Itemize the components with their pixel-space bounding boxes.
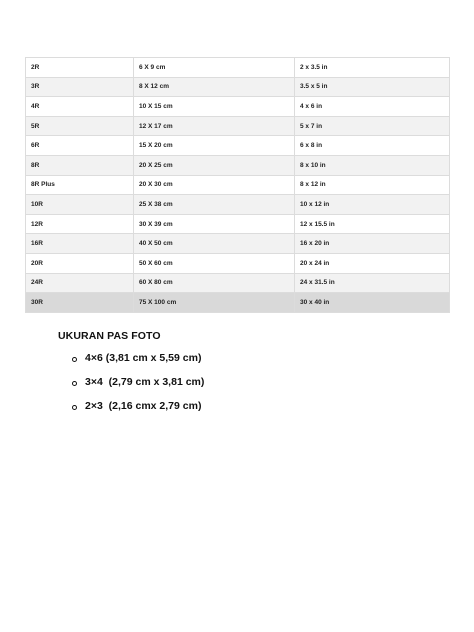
size-cm-cell: 15 X 20 cm [134, 136, 295, 156]
size-inch-cell: 2 x 3.5 in [295, 58, 450, 78]
size-name-cell: 12R [26, 214, 134, 234]
size-name-cell: 10R [26, 195, 134, 215]
pas-foto-list [72, 346, 204, 418]
size-name-cell: 8R [26, 155, 134, 175]
list-item [72, 370, 204, 394]
size-name-cell: 2R [26, 58, 134, 78]
print-size-table [25, 57, 450, 313]
print-size-table-body [26, 58, 450, 313]
size-name-cell: 5R [26, 116, 134, 136]
table-row [26, 77, 450, 97]
size-inch-cell: 8 x 10 in [295, 155, 450, 175]
size-inch-cell: 16 x 20 in [295, 234, 450, 254]
size-inch-cell: 6 x 8 in [295, 136, 450, 156]
size-name-cell: 16R [26, 234, 134, 254]
size-cm-cell: 10 X 15 cm [134, 97, 295, 117]
size-inch-cell: 4 x 6 in [295, 97, 450, 117]
size-inch-cell: 8 x 12 in [295, 175, 450, 195]
size-cm-cell: 30 X 39 cm [134, 214, 295, 234]
size-name-cell: 30R [26, 293, 134, 313]
size-cm-cell: 8 X 12 cm [134, 77, 295, 97]
table-row [26, 253, 450, 273]
size-cm-cell: 20 X 25 cm [134, 155, 295, 175]
table-row [26, 116, 450, 136]
size-cm-cell: 25 X 38 cm [134, 195, 295, 215]
size-name-cell: 24R [26, 273, 134, 293]
pas-foto-size-text: 3×4 (2,79 cm x 3,81 cm) [85, 376, 205, 388]
size-cm-cell: 40 X 50 cm [134, 234, 295, 254]
size-cm-cell: 60 X 80 cm [134, 273, 295, 293]
pas-foto-size-text: 2×3 (2,16 cmx 2,79 cm) [85, 400, 202, 412]
table-row [26, 214, 450, 234]
table-row [26, 175, 450, 195]
size-name-cell: 6R [26, 136, 134, 156]
size-inch-cell: 24 x 31.5 in [295, 273, 450, 293]
size-cm-cell: 6 X 9 cm [134, 58, 295, 78]
size-cm-cell: 75 X 100 cm [134, 293, 295, 313]
bullet-circle-icon [72, 381, 77, 386]
table-row [26, 195, 450, 215]
size-inch-cell: 10 x 12 in [295, 195, 450, 215]
pas-foto-size-text: 4×6 (3,81 cm x 5,59 cm) [85, 352, 202, 364]
table-row [26, 58, 450, 78]
list-item [72, 394, 204, 418]
bullet-circle-icon [72, 405, 77, 410]
size-inch-cell: 3.5 x 5 in [295, 77, 450, 97]
bullet-circle-icon [72, 357, 77, 362]
size-inch-cell: 12 x 15.5 in [295, 214, 450, 234]
table-row [26, 136, 450, 156]
list-item [72, 346, 204, 370]
size-name-cell: 3R [26, 77, 134, 97]
size-cm-cell: 50 X 60 cm [134, 253, 295, 273]
size-name-cell: 20R [26, 253, 134, 273]
pas-foto-heading: UKURAN PAS FOTO [58, 330, 161, 342]
size-name-cell: 8R Plus [26, 175, 134, 195]
size-inch-cell: 20 x 24 in [295, 253, 450, 273]
table-row [26, 155, 450, 175]
size-name-cell: 4R [26, 97, 134, 117]
size-inch-cell: 30 x 40 in [295, 293, 450, 313]
table-row [26, 273, 450, 293]
table-row [26, 293, 450, 313]
size-cm-cell: 20 X 30 cm [134, 175, 295, 195]
size-cm-cell: 12 X 17 cm [134, 116, 295, 136]
table-row [26, 97, 450, 117]
size-inch-cell: 5 x 7 in [295, 116, 450, 136]
table-row [26, 234, 450, 254]
